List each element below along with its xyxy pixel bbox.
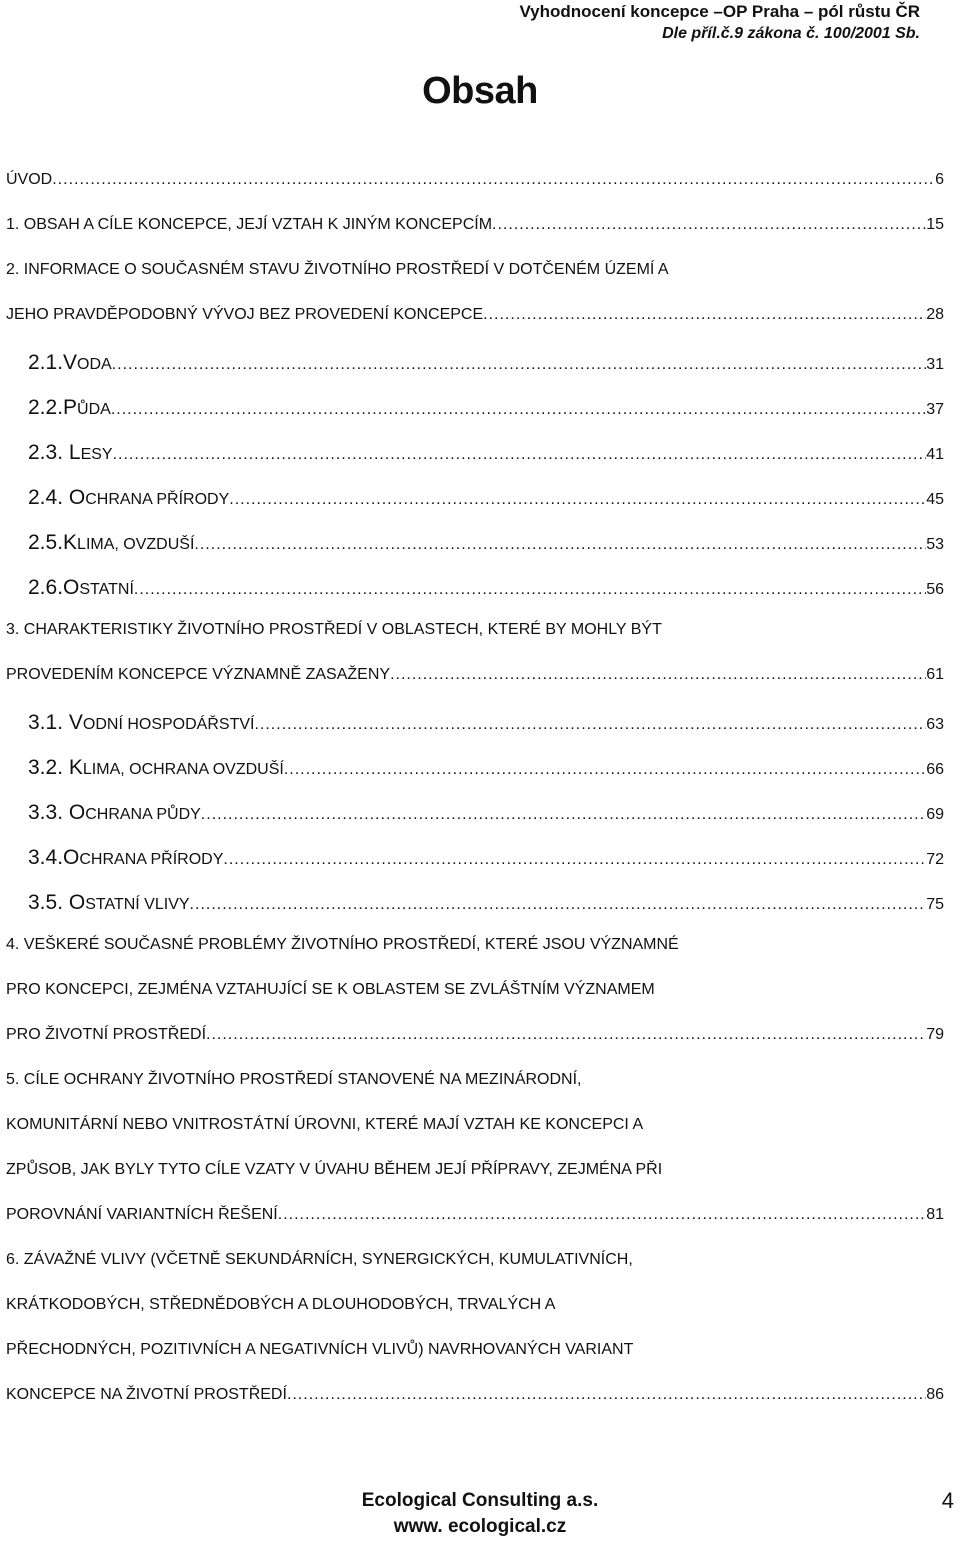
toc-entry-text: JEHO PRAVDĚPODOBNÝ VÝVOJ BEZ PROVEDENÍ KONCEPCE (6, 306, 484, 323)
footer-company: Ecological Consulting a.s. (361, 1490, 599, 1511)
toc-leader (287, 1386, 926, 1404)
toc-entry-3-5[interactable] (28, 891, 944, 936)
toc-entry-text: POROVNÁNÍ VARIANTNÍCH ŘEŠENÍ (6, 1206, 278, 1223)
toc-entry-5-line3[interactable] (6, 1161, 944, 1206)
toc-entry-uvod[interactable] (6, 171, 944, 216)
toc-entry-text: 4. VEŠKERÉ SOUČASNÉ PROBLÉMY ŽIVOTNÍHO PROSTŘEDÍ, KTERÉ JSOU VÝZNAMNÉ (6, 936, 679, 953)
toc-entry-3[interactable] (6, 666, 944, 711)
toc-entry-text: ZPŮSOB, JAK BYLY TYTO CÍLE VZATY V ÚVAHU BĚHEM JEJÍ PŘÍPRAVY, ZEJMÉNA PŘI (6, 1161, 663, 1178)
toc-entry-4-line1[interactable] (6, 936, 944, 981)
toc-leader (134, 581, 926, 599)
header-subtitle: Dle příl.č.9 zákona č. 100/2001 Sb. (662, 25, 920, 42)
toc-entry-2-2[interactable] (28, 396, 944, 441)
toc-entry-6-line3[interactable] (6, 1341, 944, 1386)
toc-leader (111, 401, 926, 419)
toc-page-number: 66 (926, 761, 944, 778)
toc-leader (284, 761, 926, 779)
toc-entry-4-line2[interactable] (6, 981, 944, 1026)
toc-page-number: 37 (926, 401, 944, 418)
toc-leader (113, 446, 927, 464)
toc-leader (223, 851, 926, 869)
toc-leader (278, 1206, 926, 1224)
toc-leader (190, 896, 927, 914)
toc-entry-2-6[interactable] (28, 576, 944, 621)
toc-page-number: 75 (926, 896, 944, 913)
toc-entry-4[interactable] (6, 1026, 944, 1071)
toc-entry-text: 6. ZÁVAŽNÉ VLIVY (VČETNĚ SEKUNDÁRNÍCH, SYNERGICKÝCH, KUMULATIVNÍCH, (6, 1251, 633, 1268)
toc-entry-1[interactable] (6, 216, 944, 261)
toc-entry-6-line2[interactable] (6, 1296, 944, 1341)
toc-entry-text: KOMUNITÁRNÍ NEBO VNITROSTÁTNÍ ÚROVNI, KTERÉ MAJÍ VZTAH KE KONCEPCI A (6, 1116, 644, 1133)
toc-entry-3-4[interactable] (28, 846, 944, 891)
toc-entry-text: 5. CÍLE OCHRANY ŽIVOTNÍHO PROSTŘEDÍ STANOVENÉ NA MEZINÁRODNÍ, (6, 1071, 582, 1088)
toc-entry-text: PŘECHODNÝCH, POZITIVNÍCH A NEGATIVNÍCH VLIVŮ) NAVRHOVANÝCH VARIANT (6, 1341, 634, 1358)
toc-page-number: 63 (926, 716, 944, 733)
toc-page-number: 69 (926, 806, 944, 823)
toc-page-number: 86 (926, 1386, 944, 1403)
toc-leader (390, 666, 926, 684)
toc-leader (206, 1026, 926, 1044)
toc-page-number: 28 (926, 306, 944, 323)
toc-entry-2-1[interactable] (28, 351, 944, 396)
toc-leader (254, 716, 926, 734)
toc-entry-text: KONCEPCE NA ŽIVOTNÍ PROSTŘEDÍ (6, 1386, 287, 1403)
toc-page-number: 45 (926, 491, 944, 508)
toc-entry-text: 2.1.VODA (28, 351, 112, 374)
page-title: Obsah (422, 70, 538, 112)
toc-page-number: 31 (926, 356, 944, 373)
toc-entry-text: 2.3. LESY (28, 441, 113, 464)
toc-entry-text: 3.5. OSTATNÍ VLIVY (28, 891, 190, 914)
toc-entry-text: PROVEDENÍM KONCEPCE VÝZNAMNĚ ZASAŽENY (6, 666, 391, 683)
footer-website: www. ecological.cz (393, 1516, 567, 1537)
toc-entry-6-line1[interactable] (6, 1251, 944, 1296)
toc-page-number: 6 (935, 171, 944, 188)
header-title: Vyhodnocení koncepce –OP Praha – pól růstu ČR (519, 2, 920, 21)
toc-entry-text: 2.6.OSTATNÍ (28, 576, 134, 599)
toc-entry-text: 3.1. VODNÍ HOSPODÁŘSTVÍ (28, 711, 255, 734)
toc-entry-text: KRÁTKODOBÝCH, STŘEDNĚDOBÝCH A DLOUHODOBÝCH, TRVALÝCH A (6, 1296, 556, 1313)
toc-entry-5-line1[interactable] (6, 1071, 944, 1116)
toc-leader (229, 491, 926, 509)
toc-entry-2-4[interactable] (28, 486, 944, 531)
toc-entry-text: 3.3. OCHRANA PŮDY (28, 801, 201, 824)
page-number: 4 (941, 1488, 954, 1513)
toc-entry-text: ÚVOD (6, 171, 53, 188)
toc-entry-text: 1. OBSAH A CÍLE KONCEPCE, JEJÍ VZTAH K JINÝM KONCEPCÍM (6, 216, 493, 233)
toc-page-number: 72 (926, 851, 944, 868)
toc-entry-text: 2.4. OCHRANA PŘÍRODY (28, 486, 230, 509)
toc-leader (52, 171, 935, 189)
toc-page-number: 56 (926, 581, 944, 598)
toc-page-number: 53 (926, 536, 944, 553)
toc-entry-text: 2.2.PŮDA (28, 396, 111, 419)
toc-entry-text: 3.2. KLIMA, OCHRANA OVZDUŠÍ (28, 756, 284, 779)
toc-entry-text: 3. CHARAKTERISTIKY ŽIVOTNÍHO PROSTŘEDÍ V OBLASTECH, KTERÉ BY MOHLY BÝT (6, 621, 662, 638)
toc-entry-text: 3.4.OCHRANA PŘÍRODY (28, 846, 224, 869)
toc-entry-2-3[interactable] (28, 441, 944, 486)
toc-page-number: 79 (926, 1026, 944, 1043)
toc-entry-2[interactable] (6, 306, 944, 351)
toc-entry-5-line2[interactable] (6, 1116, 944, 1161)
toc-entry-6[interactable] (6, 1386, 944, 1431)
toc-entry-3-3[interactable] (28, 801, 944, 846)
toc-page-number: 15 (926, 216, 944, 233)
toc-leader (483, 306, 926, 324)
toc-entry-2-line1[interactable] (6, 261, 944, 306)
toc-entry-text: PRO ŽIVOTNÍ PROSTŘEDÍ (6, 1026, 207, 1043)
toc-leader (194, 536, 926, 554)
toc-entry-text: 2.5.KLIMA, OVZDUŠÍ (28, 531, 195, 554)
toc-entry-text: PRO KONCEPCI, ZEJMÉNA VZTAHUJÍCÍ SE K OBLASTEM SE ZVLÁŠTNÍM VÝZNAMEM (6, 981, 655, 998)
toc-entry-3-1[interactable] (28, 711, 944, 756)
toc-entry-3-2[interactable] (28, 756, 944, 801)
toc-entry-2-5[interactable] (28, 531, 944, 576)
toc-leader (112, 356, 926, 374)
toc-entry-3-line1[interactable] (6, 621, 944, 666)
toc-leader (201, 806, 926, 824)
toc-page-number: 81 (926, 1206, 944, 1223)
toc-entry-5[interactable] (6, 1206, 944, 1251)
toc-page-number: 41 (926, 446, 944, 463)
toc-entry-text: 2. INFORMACE O SOUČASNÉM STAVU ŽIVOTNÍHO PROSTŘEDÍ V DOTČENÉM ÚZEMÍ A (6, 261, 669, 278)
footer (300, 1488, 660, 1540)
toc-leader (492, 216, 926, 234)
toc-page-number: 61 (926, 666, 944, 683)
